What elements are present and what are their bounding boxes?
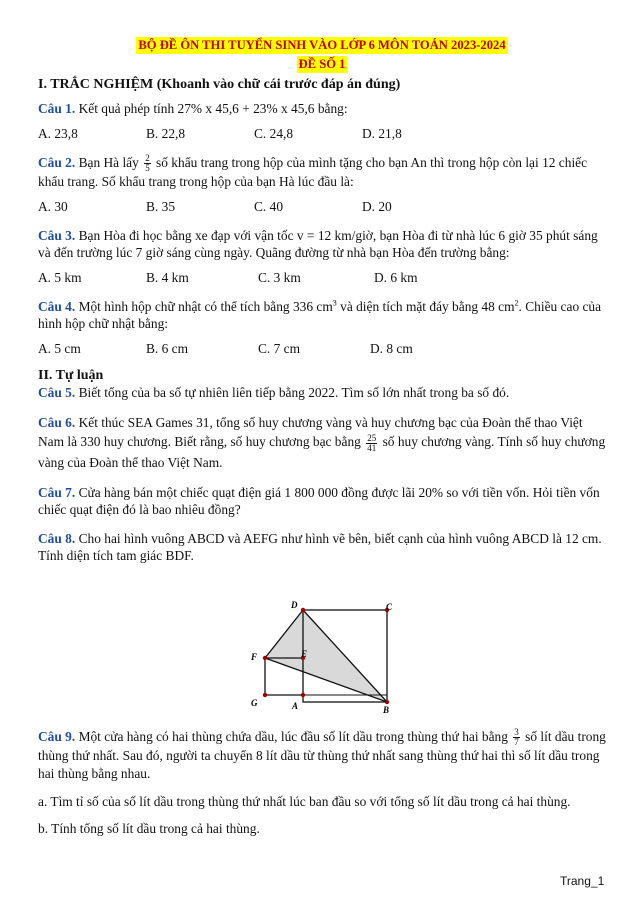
label-c: C	[386, 602, 393, 612]
exam-subtitle: ĐỀ SỐ 1	[298, 57, 346, 71]
header	[38, 36, 606, 73]
label-b: B	[383, 705, 390, 715]
options-q4	[38, 340, 606, 357]
option-c: C. 40	[254, 199, 284, 215]
question-2	[38, 154, 606, 190]
options-q3	[38, 269, 606, 286]
option-b: B. 4 km	[146, 270, 189, 286]
question-text-pre: Kết thúc SEA Games 31, tổng số huy chương vàng và huy chương bạc của Đoàn thể thao Việt Nam là 330 huy chương. Biết rằng, số huy chương bạc bằng	[38, 415, 583, 450]
question-4	[38, 298, 606, 332]
fraction-numerator: 2	[145, 153, 150, 164]
fraction	[513, 728, 520, 747]
superscript: 2	[514, 298, 519, 308]
question-number: Câu 4.	[38, 299, 76, 315]
question-text: Biết tổng của ba số tự nhiên liên tiếp bằng 2022. Tìm số lớn nhất trong ba số đó.	[78, 385, 510, 401]
fraction	[144, 154, 151, 173]
section-multiple-choice-title: I. TRẮC NGHIỆM (Khoanh vào chữ cái trước đáp án đúng)	[38, 77, 401, 92]
superscript: 3	[332, 298, 337, 308]
question-text-post: số lít dầu trong thùng thứ nhất. Sau đó, người ta chuyển 8 lít dầu từ thùng thứ nhất sang thùng thứ hai thì số lít dầu trong hai thùng bằng nhau.	[38, 729, 606, 782]
question-9	[38, 728, 606, 783]
option-a: A. 23,8	[38, 126, 78, 141]
exam-page	[38, 36, 606, 564]
question-number: Câu 8.	[38, 530, 76, 546]
question-text: Cho hai hình vuông ABCD và AEFG như hình vẽ bên, biết cạnh của hình vuông ABCD là 12 cm. Tính diện tích tam giác BDF.	[38, 530, 602, 563]
point-d	[301, 608, 305, 612]
label-e: E	[301, 649, 308, 659]
question-text-pre: Một cửa hàng có hai thùng chứa dầu, lúc đầu số lít dầu trong thùng thứ hai bằng	[78, 729, 508, 744]
options-q1	[38, 125, 606, 142]
option-b: B. 22,8	[146, 126, 186, 141]
fraction	[366, 434, 377, 453]
question-7	[38, 484, 606, 518]
geometry-figure	[245, 598, 405, 720]
point-a	[301, 693, 305, 697]
section-essay-title: II. Tự luận	[38, 368, 104, 384]
page-number: Trang_1	[560, 874, 605, 888]
label-g: G	[251, 698, 258, 708]
squares-diagram	[245, 598, 405, 720]
label-a: A	[292, 701, 299, 711]
question-text-b: và diện tích mặt đáy bằng 48 cm	[336, 299, 515, 315]
triangle-bdf-fill	[265, 610, 387, 702]
question-number: Câu 2.	[38, 155, 76, 170]
option-c: C. 3 km	[258, 270, 301, 286]
question-number: Câu 3.	[38, 228, 76, 244]
fraction-numerator: 3	[514, 727, 519, 738]
question-text-post: số khẩu trang trong hộp của mình tặng cho bạn An thì trong hộp còn lại 12 chiếc khẩu trang. Số khẩu trang trong hộp của bạn Hà lúc đầu là:	[38, 155, 588, 190]
question-text: Bạn Hòa đi học bằng xe đạp với vận tốc v = 12 km/giờ, bạn Hòa đi từ nhà lúc 6 giờ 35 phút sáng và đến trường lúc 7 giờ sáng cùng ngày. Quãng đường từ nhà bạn Hòa đến trường bằng:	[38, 228, 598, 261]
question-9-part-b: b. Tính tổng số lít dầu trong cả hai thùng.	[38, 821, 260, 837]
question-9-part-a: a. Tìm tỉ số của số lít dầu trong thùng thứ nhất lúc ban đầu so với tổng số lít dầu trong cả hai thùng.	[38, 794, 571, 810]
fraction-numerator: 25	[367, 432, 377, 443]
question-3	[38, 227, 606, 261]
question-number: Câu 1.	[38, 101, 76, 116]
option-c: C. 7 cm	[258, 341, 301, 357]
question-text-post: số huy chương vàng. Tính số huy chương vàng của Đoàn thể thao Việt Nam.	[38, 434, 606, 470]
question-number: Câu 7.	[38, 484, 76, 500]
question-8	[38, 530, 606, 564]
question-5	[38, 384, 606, 401]
exam-title: BỘ ĐỀ ÔN THI TUYỂN SINH VÀO LỚP 6 MÔN TOÁN 2023-2024	[138, 38, 506, 52]
point-f	[263, 656, 267, 660]
question-number: Câu 6.	[38, 415, 76, 431]
question-1	[38, 100, 606, 117]
option-a: A. 5 cm	[38, 341, 81, 357]
question-number: Câu 9.	[38, 729, 76, 744]
fraction-denominator: 5	[145, 163, 150, 174]
question-6	[38, 413, 606, 471]
point-b	[385, 700, 389, 704]
question-text-a: Một hình hộp chữ nhật có thể tích bằng 336 cm	[78, 299, 333, 315]
option-a: A. 30	[38, 199, 68, 215]
option-a: A. 5 km	[38, 270, 82, 286]
question-text: Kết quả phép tính 27% x 45,6 + 23% x 45,6 bằng:	[78, 101, 348, 116]
option-b: B. 6 cm	[146, 341, 189, 357]
option-d: D. 21,8	[362, 126, 402, 141]
option-b: B. 35	[146, 199, 176, 215]
question-text-c: . Chiều cao của hình hộp chữ nhật bằng:	[38, 299, 602, 332]
option-d: D. 6 km	[374, 270, 418, 286]
label-f: F	[251, 652, 258, 662]
question-text-pre: Bạn Hà lấy	[78, 155, 139, 170]
option-d: D. 8 cm	[370, 341, 413, 357]
exam-page-lower	[38, 728, 606, 837]
question-text: Cửa hàng bán một chiếc quạt điện giá 1 800 000 đồng được lãi 20% so với tiền vốn. Hỏi tiền vốn chiếc quạt điện đó là bao nhiêu đồng?	[38, 484, 600, 517]
option-d: D. 20	[362, 199, 392, 215]
fraction-denominator: 7	[514, 737, 519, 748]
options-q2	[38, 198, 606, 215]
point-g	[263, 693, 267, 697]
option-c: C. 24,8	[254, 126, 294, 141]
label-d: D	[291, 600, 298, 610]
fraction-denominator: 41	[367, 442, 377, 453]
question-number: Câu 5.	[38, 385, 76, 401]
